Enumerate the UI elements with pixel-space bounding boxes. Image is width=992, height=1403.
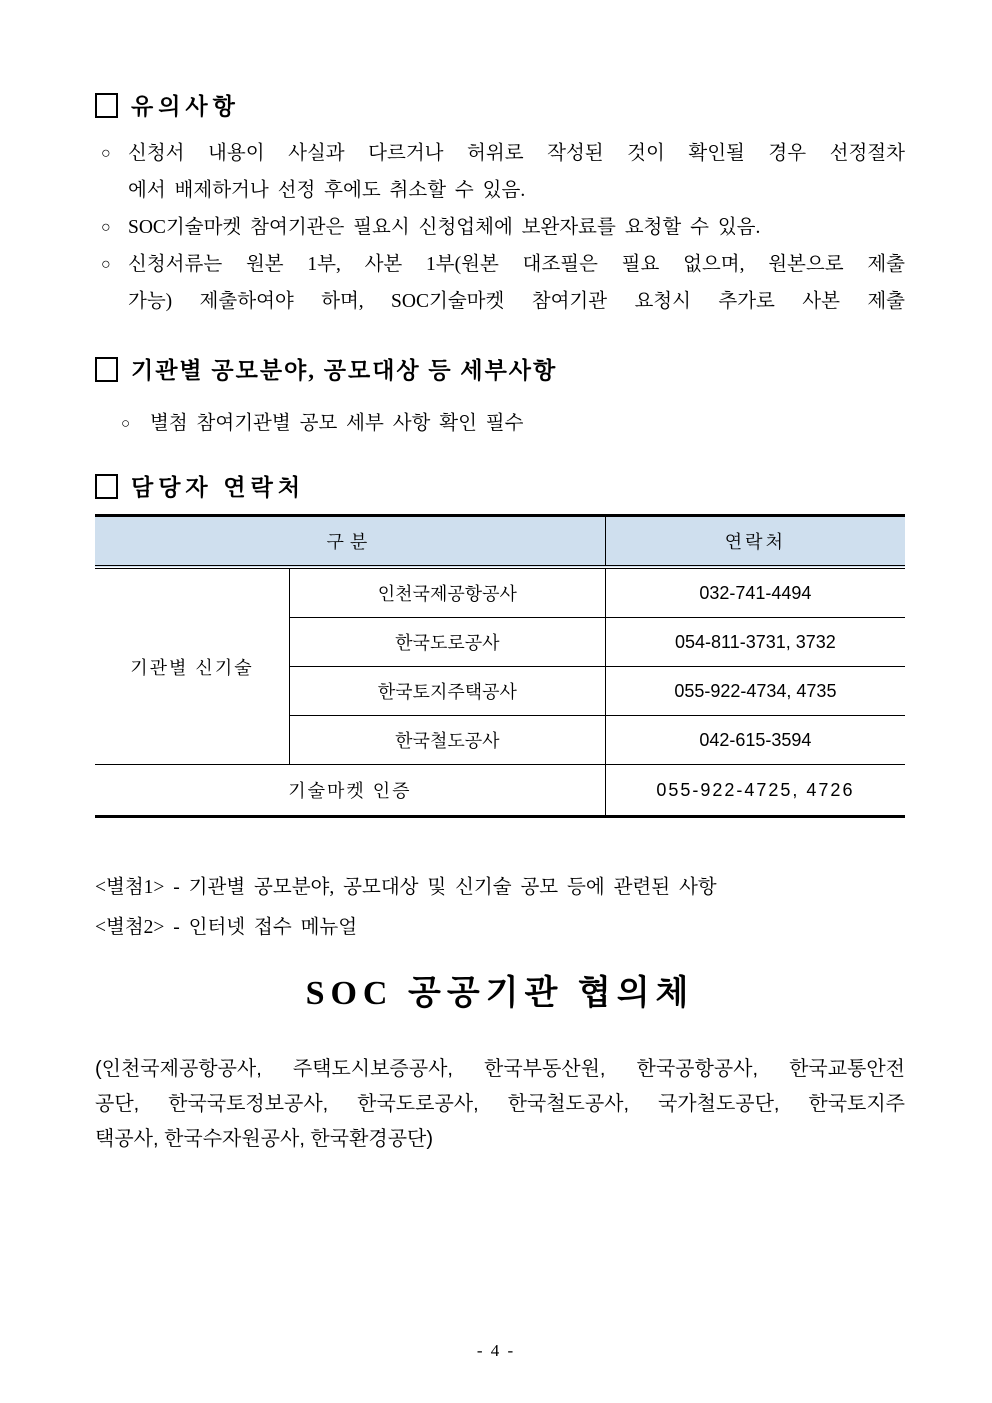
list-item-text	[128, 209, 905, 246]
text-line: 신청서 내용이 사실과 다르거나 허위로 작성된 것이 확인될 경우 선정절차	[128, 143, 905, 164]
text-line: 신청서류는 원본 1부, 사본 1부(원본 대조필은 필요 없으며, 원본으로 제출	[128, 254, 905, 275]
list-item-text	[128, 135, 905, 209]
list-item-text	[128, 246, 905, 320]
group-label-cell: 기관별 신기술	[130, 657, 254, 678]
phone-cell: 054-811-3731, 3732	[605, 618, 905, 667]
column-header-category: 구분	[95, 516, 605, 568]
text-line: 가능) 제출하여야 하며, SOC기술마켓 참여기관 요청시 추가로 사본 제출	[128, 291, 905, 312]
footer-label-cell: 기술마켓 인증	[95, 765, 605, 817]
table-footer-row	[95, 765, 905, 817]
attachment-note-1: <별첨1> - 기관별 공모분야, 공모대상 및 신기술 공모 등에 관련된 사항	[95, 877, 717, 898]
circle-bullet-icon: ○	[101, 219, 111, 236]
text-line: 택공사, 한국수자원공사, 한국환경공단)	[95, 1128, 434, 1150]
text-line: 공단, 한국국토정보공사, 한국도로공사, 한국철도공사, 국가철도공단, 한국토지주	[95, 1093, 905, 1115]
section-title-detail: 기관별 공모분야, 공모대상 등 세부사항	[131, 358, 558, 383]
org-cell: 한국철도공사	[289, 716, 605, 765]
org-cell: 인천국제공항공사	[289, 567, 605, 618]
column-header-contact: 연락처	[605, 516, 905, 568]
table-row	[95, 567, 905, 618]
text-line: SOC기술마켓 참여기관은 필요시 신청업체에 보완자료를 요청할 수 있음.	[128, 217, 761, 238]
attachments-block	[95, 868, 905, 948]
checkbox-square-icon	[95, 93, 118, 118]
section-title-contact: 담당자 연락처	[131, 475, 306, 500]
checkbox-square-icon	[95, 474, 118, 499]
list-item	[95, 135, 905, 209]
member-organizations	[95, 1052, 905, 1157]
phone-cell: 032-741-4494	[605, 567, 905, 618]
section-heading-detail	[95, 352, 905, 385]
text-line: 에서 배제하거나 선정 후에도 취소할 수 있음.	[128, 180, 526, 201]
notes-bullet-list	[95, 135, 905, 320]
list-item	[95, 246, 905, 320]
footer-phone-cell: 055-922-4725, 4726	[605, 765, 905, 817]
section-title-notes: 유의사항	[131, 94, 240, 119]
phone-cell: 055-922-4734, 4735	[605, 667, 905, 716]
org-cell: 한국도로공사	[289, 618, 605, 667]
text-line: (인천국제공항공사, 주택도시보증공사, 한국부동산원, 한국공항공사, 한국교통안전	[95, 1058, 905, 1080]
section-heading-notes	[95, 88, 905, 121]
org-cell: 한국토지주택공사	[289, 667, 605, 716]
phone-cell: 042-615-3594	[605, 716, 905, 765]
detail-bullet	[121, 409, 905, 439]
checkbox-square-icon	[95, 357, 118, 382]
circle-bullet-icon: ○	[101, 256, 111, 273]
signature-title: SOC 공공기관 협의체	[305, 975, 695, 1012]
attachment-note-2: <별첨2> - 인터넷 접수 메뉴얼	[95, 917, 358, 938]
circle-bullet-icon: ○	[101, 145, 111, 162]
contact-table	[95, 514, 905, 818]
page-number: - 4 -	[476, 1341, 516, 1360]
circle-bullet-icon: ○	[121, 416, 131, 432]
list-item	[95, 209, 905, 246]
detail-bullet-text: 별첨 참여기관별 공모 세부 사항 확인 필수	[150, 413, 524, 434]
section-heading-contact	[95, 469, 905, 502]
table-header-row	[95, 516, 905, 568]
